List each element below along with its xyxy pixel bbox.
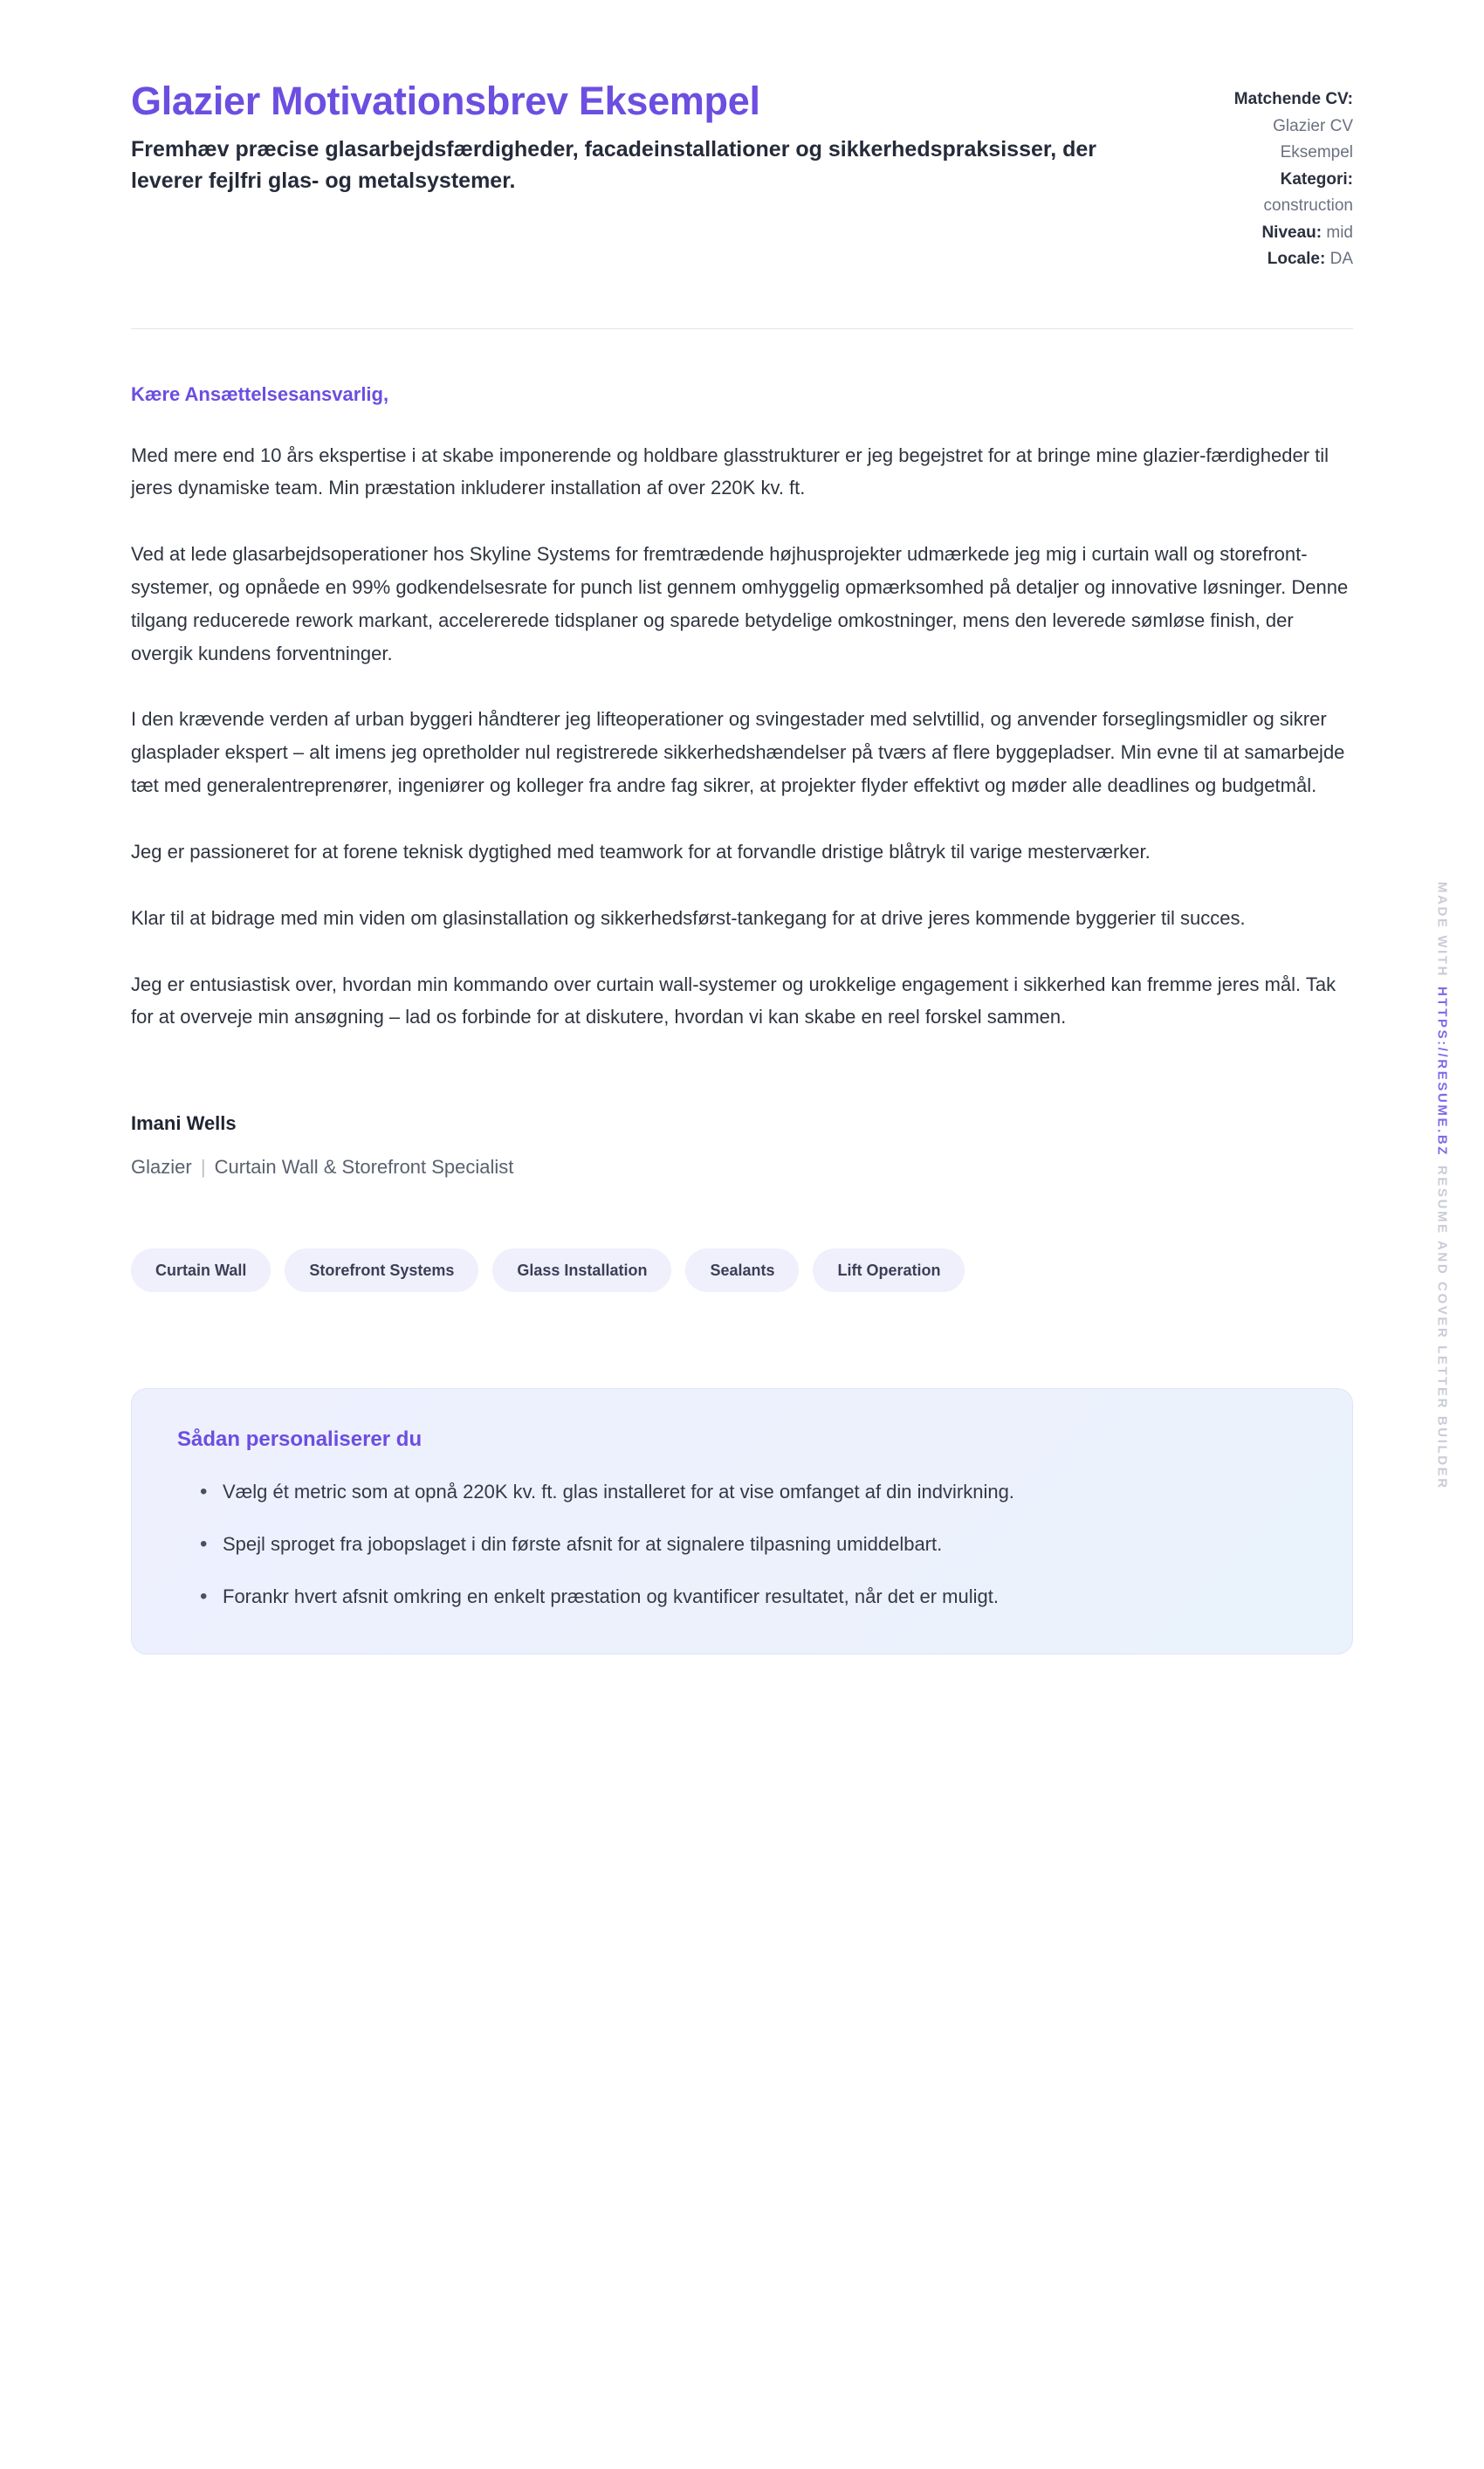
signature-role-separator: | xyxy=(200,1156,206,1179)
document-meta xyxy=(1152,79,1353,274)
signature-block xyxy=(131,1112,1353,1179)
letter-paragraph: Jeg er passioneret for at forene teknisk dygtighed med teamwork for at forvandle dristige blåtryk til varige mesterværker. xyxy=(131,840,1151,863)
letter-paragraph: Med mere end 10 års ekspertise i at skabe imponerende og holdbare glasstrukturer er jeg begejstret for at bringe mine glazier-færdigheder til jeres dynamiske team. Min præstation inkluderer installation af over 220K kv. ft. xyxy=(131,444,1329,499)
skill-tag-list xyxy=(131,1248,1353,1292)
watermark-link[interactable]: HTTPS://RESUME.BZ xyxy=(1434,987,1450,1158)
meta-level-row xyxy=(1152,221,1353,246)
skill-tag[interactable]: Glass Installation xyxy=(492,1248,671,1292)
meta-matching-cv-value-part2: Eksempel xyxy=(1280,143,1353,162)
meta-category-value-row xyxy=(1152,194,1353,219)
meta-matching-cv-value-line1 xyxy=(1152,114,1353,140)
meta-matching-cv-label: Matchende CV: xyxy=(1233,90,1353,108)
meta-level-label: Niveau: xyxy=(1261,223,1323,242)
skill-tag[interactable]: Sealants xyxy=(685,1248,799,1292)
letter-paragraph: I den krævende verden af urban byggeri håndterer jeg lifteoperationer og svingestader med selvtillid, og anvender forseglingsmidler og sikrer glasplader ekspert – alt imens jeg opretholder nul registrerede sikkerhedshændelser på tværs af flere byggepladser. Min evne til at samarbejde tæt med generalentreprenører, ingeniører og kolleger fra andre fag sikrer, at projekter flyder effektivt og møder alle deadlines og budgetmål. xyxy=(131,708,1345,797)
signature-role-primary: Glazier xyxy=(131,1156,192,1179)
salutation: Kære Ansættelsesansvarlig, xyxy=(131,382,389,405)
watermark-suffix: RESUME AND COVER LETTER BUILDER xyxy=(1434,1166,1450,1490)
document-header xyxy=(131,79,1353,274)
meta-matching-cv xyxy=(1152,87,1353,113)
letter-paragraph: Jeg er entusiastisk over, hvordan min kommando over curtain wall-systemer og urokkelige engagement i sikkerhed kan fremme jeres mål. Tak for at overveje min ansøgning – lad os forbinde for at diskutere, hvordan vi kan skabe en reel forskel sammen. xyxy=(131,973,1336,1028)
header-title-block xyxy=(131,79,1109,196)
personalization-tips-panel xyxy=(131,1388,1353,1654)
page-title: Glazier Motivationsbrev Eksempel xyxy=(131,79,760,123)
skill-tag[interactable]: Lift Operation xyxy=(813,1248,965,1292)
watermark-prefix: MADE WITH xyxy=(1434,882,1450,979)
signature-role xyxy=(131,1156,1353,1179)
skill-tag[interactable]: Curtain Wall xyxy=(131,1248,271,1292)
meta-category-label: Kategori: xyxy=(1280,169,1353,189)
tips-list-item: • Spejl sproget fra jobopslaget i din første afsnit for at signalere tilpasning umiddelbart. xyxy=(200,1529,1291,1560)
meta-matching-cv-value-line2 xyxy=(1152,141,1353,166)
signature-role-secondary: Curtain Wall & Storefront Specialist xyxy=(214,1156,514,1179)
page-subtitle: Fremhæv præcise glasarbejdsfærdigheder, facadeinstallationer og sikkerhedspraksisser, der leverer fejlfri glas- og metalsystemer. xyxy=(131,137,1097,193)
meta-locale-row xyxy=(1152,247,1353,272)
tips-list-item: • Forankr hvert afsnit omkring en enkelt præstation og kvantificer resultatet, når det er muligt. xyxy=(200,1581,1291,1613)
meta-category-value: construction xyxy=(1263,196,1353,215)
tips-list xyxy=(177,1476,1307,1612)
made-with-watermark xyxy=(1425,882,1460,1490)
tips-list-item: • Vælg ét metric som at opnå 220K kv. ft. glas installeret for at vise omfanget af din indvirkning. xyxy=(200,1476,1291,1508)
letter-paragraph: Ved at lede glasarbejdsoperationer hos Skyline Systems for fremtrædende højhusprojekter udmærkede jeg mig i curtain wall og storefront-systemer, og opnåede en 99% godkendelsesrate for punch list gennem omhyggelig opmærksomhed på detaljer og innovative løsninger. Denne tilgang reducerede rework markant, accelererede tidsplaner og sparede betydelige omkostninger, mens den leverede sømløse finish, der overgik kundens forventninger. xyxy=(131,543,1349,664)
signature-name: Imani Wells xyxy=(131,1112,237,1135)
letter-paragraph: Klar til at bidrage med min viden om glasinstallation og sikkerhedsførst-tankegang for at drive jeres kommende byggerier til succes. xyxy=(131,906,1246,929)
meta-locale-value: DA xyxy=(1329,250,1353,268)
skill-tag[interactable]: Storefront Systems xyxy=(285,1248,478,1292)
cover-letter-body xyxy=(131,329,1353,1179)
meta-matching-cv-value-part1: Glazier CV xyxy=(1273,116,1353,135)
meta-level-value: mid xyxy=(1326,223,1353,242)
tips-title: Sådan personaliserer du xyxy=(177,1427,423,1452)
meta-locale-label: Locale: xyxy=(1267,250,1326,268)
meta-category-label-row xyxy=(1152,168,1353,193)
